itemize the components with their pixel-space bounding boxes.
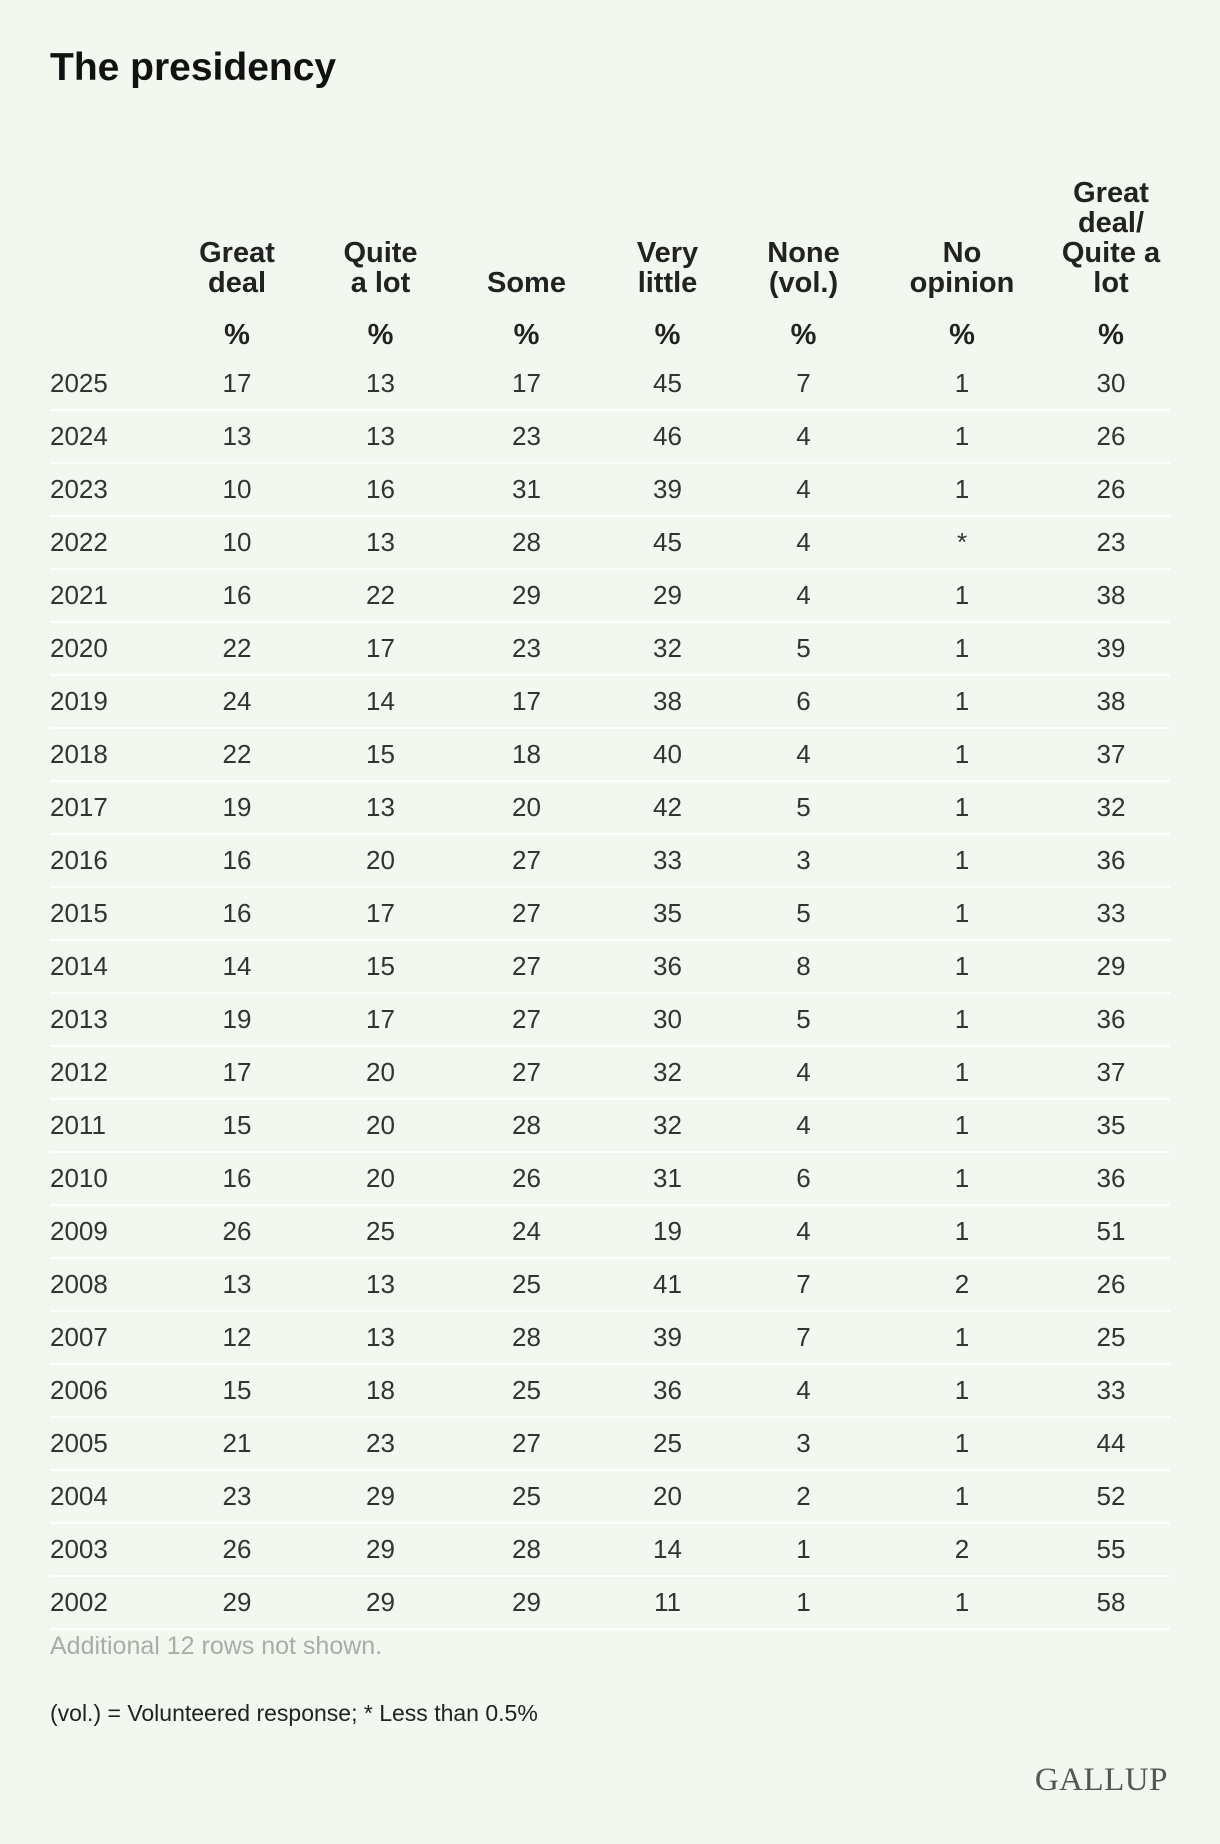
cell-great-deal: 16	[166, 887, 308, 940]
cell-none-vol: 5	[735, 622, 872, 675]
cell-some: 25	[453, 1470, 600, 1523]
table-row	[50, 1046, 1170, 1099]
cell-quite-a-lot: 29	[308, 1470, 453, 1523]
cell-great-deal-quite-a-lot: 52	[1052, 1470, 1170, 1523]
cell-none-vol: 4	[735, 569, 872, 622]
cell-no-opinion: 1	[872, 410, 1052, 463]
cell-no-opinion: 1	[872, 675, 1052, 728]
cell-great-deal: 13	[166, 1258, 308, 1311]
cell-none-vol: 4	[735, 1364, 872, 1417]
cell-quite-a-lot: 17	[308, 993, 453, 1046]
cell-none-vol: 8	[735, 940, 872, 993]
cell-great-deal: 19	[166, 993, 308, 1046]
cell-very-little: 45	[600, 358, 735, 410]
cell-great-deal: 16	[166, 569, 308, 622]
cell-very-little: 41	[600, 1258, 735, 1311]
cell-no-opinion: 1	[872, 1311, 1052, 1364]
cell-no-opinion: 1	[872, 993, 1052, 1046]
cell-some: 26	[453, 1152, 600, 1205]
table-row	[50, 1576, 1170, 1629]
cell-great-deal-quite-a-lot: 38	[1052, 675, 1170, 728]
cell-great-deal: 17	[166, 358, 308, 410]
cell-very-little: 36	[600, 1364, 735, 1417]
cell-no-opinion: 1	[872, 1205, 1052, 1258]
cell-great-deal-quite-a-lot: 37	[1052, 1046, 1170, 1099]
cell-none-vol: 3	[735, 1417, 872, 1470]
cell-none-vol: 1	[735, 1523, 872, 1576]
unit-cell: %	[513, 319, 540, 351]
cell-great-deal-quite-a-lot: 33	[1052, 1364, 1170, 1417]
cell-quite-a-lot: 17	[308, 622, 453, 675]
cell-very-little: 32	[600, 1046, 735, 1099]
cell-great-deal: 26	[166, 1523, 308, 1576]
cell-great-deal-quite-a-lot: 36	[1052, 834, 1170, 887]
cell-great-deal-quite-a-lot: 36	[1052, 1152, 1170, 1205]
cell-very-little: 46	[600, 410, 735, 463]
cell-year: 2008	[50, 1258, 166, 1311]
cell-year: 2007	[50, 1311, 166, 1364]
header-very-little: Very little	[636, 237, 699, 299]
table-row	[50, 728, 1170, 781]
cell-great-deal: 23	[166, 1470, 308, 1523]
cell-none-vol: 6	[735, 1152, 872, 1205]
cell-great-deal: 19	[166, 781, 308, 834]
cell-quite-a-lot: 20	[308, 1046, 453, 1099]
unit-cell: %	[790, 319, 817, 351]
table-row	[50, 1205, 1170, 1258]
header-quite-a-lot: Quite a lot	[343, 237, 418, 299]
cell-some: 27	[453, 1417, 600, 1470]
cell-no-opinion: 1	[872, 834, 1052, 887]
cell-great-deal: 16	[166, 834, 308, 887]
cell-some: 17	[453, 675, 600, 728]
cell-some: 17	[453, 358, 600, 410]
cell-no-opinion: 1	[872, 1364, 1052, 1417]
cell-some: 25	[453, 1364, 600, 1417]
cell-no-opinion: 1	[872, 1046, 1052, 1099]
cell-great-deal-quite-a-lot: 25	[1052, 1311, 1170, 1364]
cell-quite-a-lot: 25	[308, 1205, 453, 1258]
cell-great-deal: 26	[166, 1205, 308, 1258]
cell-year: 2014	[50, 940, 166, 993]
cell-quite-a-lot: 23	[308, 1417, 453, 1470]
cell-quite-a-lot: 13	[308, 410, 453, 463]
cell-year: 2010	[50, 1152, 166, 1205]
table-row	[50, 993, 1170, 1046]
table-row	[50, 1523, 1170, 1576]
cell-no-opinion: 1	[872, 1099, 1052, 1152]
cell-some: 23	[453, 410, 600, 463]
cell-some: 29	[453, 1576, 600, 1629]
cell-year: 2005	[50, 1417, 166, 1470]
cell-year: 2022	[50, 516, 166, 569]
cell-great-deal-quite-a-lot: 55	[1052, 1523, 1170, 1576]
cell-some: 18	[453, 728, 600, 781]
cell-great-deal-quite-a-lot: 30	[1052, 358, 1170, 410]
cell-none-vol: 5	[735, 781, 872, 834]
cell-quite-a-lot: 13	[308, 781, 453, 834]
cell-year: 2011	[50, 1099, 166, 1152]
cell-quite-a-lot: 22	[308, 569, 453, 622]
cell-some: 31	[453, 463, 600, 516]
cell-great-deal-quite-a-lot: 38	[1052, 569, 1170, 622]
header-row	[50, 162, 1170, 312]
table-row	[50, 781, 1170, 834]
table-row	[50, 463, 1170, 516]
page-title: The presidency	[50, 46, 337, 89]
cell-none-vol: 6	[735, 675, 872, 728]
cell-quite-a-lot: 20	[308, 834, 453, 887]
cell-no-opinion: 1	[872, 728, 1052, 781]
cell-very-little: 45	[600, 516, 735, 569]
cell-no-opinion: 2	[872, 1523, 1052, 1576]
cell-very-little: 33	[600, 834, 735, 887]
cell-year: 2017	[50, 781, 166, 834]
cell-quite-a-lot: 29	[308, 1523, 453, 1576]
cell-great-deal: 29	[166, 1576, 308, 1629]
unit-cell	[50, 312, 166, 358]
cell-very-little: 36	[600, 940, 735, 993]
table-row	[50, 1470, 1170, 1523]
cell-very-little: 14	[600, 1523, 735, 1576]
cell-some: 28	[453, 1099, 600, 1152]
cell-very-little: 32	[600, 1099, 735, 1152]
cell-no-opinion: 1	[872, 887, 1052, 940]
cell-quite-a-lot: 18	[308, 1364, 453, 1417]
cell-great-deal-quite-a-lot: 37	[1052, 728, 1170, 781]
gallup-logo: GALLUP	[1034, 1762, 1168, 1798]
cell-some: 25	[453, 1258, 600, 1311]
header-some: Some	[487, 267, 566, 299]
cell-quite-a-lot: 13	[308, 1311, 453, 1364]
cell-great-deal-quite-a-lot: 32	[1052, 781, 1170, 834]
cell-none-vol: 7	[735, 1258, 872, 1311]
cell-very-little: 39	[600, 1311, 735, 1364]
cell-quite-a-lot: 14	[308, 675, 453, 728]
more-rows-note: Additional 12 rows not shown.	[50, 1632, 383, 1660]
cell-very-little: 20	[600, 1470, 735, 1523]
cell-none-vol: 4	[735, 516, 872, 569]
cell-year: 2015	[50, 887, 166, 940]
header-year	[50, 162, 166, 312]
cell-great-deal: 14	[166, 940, 308, 993]
cell-year: 2020	[50, 622, 166, 675]
cell-no-opinion: 1	[872, 1470, 1052, 1523]
cell-year: 2002	[50, 1576, 166, 1629]
header-no-opinion: No opinion	[909, 237, 1015, 299]
cell-great-deal: 10	[166, 463, 308, 516]
cell-quite-a-lot: 20	[308, 1099, 453, 1152]
cell-quite-a-lot: 29	[308, 1576, 453, 1629]
cell-quite-a-lot: 15	[308, 940, 453, 993]
cell-some: 27	[453, 887, 600, 940]
cell-some: 27	[453, 1046, 600, 1099]
unit-cell: %	[224, 319, 250, 351]
cell-very-little: 42	[600, 781, 735, 834]
unit-cell: %	[367, 319, 394, 351]
cell-very-little: 32	[600, 622, 735, 675]
cell-great-deal-quite-a-lot: 26	[1052, 1258, 1170, 1311]
cell-great-deal: 16	[166, 1152, 308, 1205]
cell-great-deal: 24	[166, 675, 308, 728]
table-row	[50, 1152, 1170, 1205]
cell-quite-a-lot: 17	[308, 887, 453, 940]
cell-great-deal: 12	[166, 1311, 308, 1364]
cell-great-deal-quite-a-lot: 58	[1052, 1576, 1170, 1629]
cell-year: 2016	[50, 834, 166, 887]
cell-year: 2018	[50, 728, 166, 781]
cell-very-little: 19	[600, 1205, 735, 1258]
cell-great-deal: 13	[166, 410, 308, 463]
cell-no-opinion: 1	[872, 781, 1052, 834]
cell-none-vol: 3	[735, 834, 872, 887]
cell-great-deal-quite-a-lot: 35	[1052, 1099, 1170, 1152]
cell-great-deal-quite-a-lot: 36	[1052, 993, 1170, 1046]
cell-some: 24	[453, 1205, 600, 1258]
cell-very-little: 25	[600, 1417, 735, 1470]
table-row	[50, 887, 1170, 940]
cell-no-opinion: 1	[872, 569, 1052, 622]
cell-none-vol: 7	[735, 1311, 872, 1364]
table-row	[50, 1417, 1170, 1470]
footnote: (vol.) = Volunteered response; * Less than 0.5%	[50, 1700, 538, 1726]
cell-year: 2006	[50, 1364, 166, 1417]
cell-quite-a-lot: 20	[308, 1152, 453, 1205]
cell-none-vol: 4	[735, 1099, 872, 1152]
cell-some: 27	[453, 834, 600, 887]
cell-year: 2019	[50, 675, 166, 728]
cell-great-deal-quite-a-lot: 26	[1052, 463, 1170, 516]
cell-none-vol: 4	[735, 1205, 872, 1258]
cell-none-vol: 4	[735, 1046, 872, 1099]
cell-quite-a-lot: 13	[308, 1258, 453, 1311]
cell-some: 27	[453, 993, 600, 1046]
cell-no-opinion: 1	[872, 1152, 1052, 1205]
cell-no-opinion: 1	[872, 463, 1052, 516]
cell-very-little: 38	[600, 675, 735, 728]
table-row	[50, 1258, 1170, 1311]
cell-great-deal-quite-a-lot: 29	[1052, 940, 1170, 993]
cell-no-opinion: 1	[872, 1417, 1052, 1470]
cell-great-deal-quite-a-lot: 23	[1052, 516, 1170, 569]
cell-some: 27	[453, 940, 600, 993]
cell-year: 2012	[50, 1046, 166, 1099]
unit-cell: %	[1098, 319, 1124, 351]
cell-none-vol: 2	[735, 1470, 872, 1523]
cell-quite-a-lot: 13	[308, 516, 453, 569]
cell-great-deal-quite-a-lot: 51	[1052, 1205, 1170, 1258]
cell-none-vol: 5	[735, 887, 872, 940]
unit-cell: %	[654, 319, 681, 351]
table-row	[50, 1311, 1170, 1364]
cell-year: 2003	[50, 1523, 166, 1576]
header-great-deal-quite-a-lot: Great deal/ Quite a lot	[1061, 177, 1161, 299]
table-row	[50, 1364, 1170, 1417]
cell-quite-a-lot: 16	[308, 463, 453, 516]
cell-great-deal: 21	[166, 1417, 308, 1470]
cell-some: 23	[453, 622, 600, 675]
cell-year: 2009	[50, 1205, 166, 1258]
cell-very-little: 40	[600, 728, 735, 781]
cell-no-opinion: 1	[872, 622, 1052, 675]
cell-great-deal-quite-a-lot: 26	[1052, 410, 1170, 463]
cell-very-little: 39	[600, 463, 735, 516]
cell-year: 2004	[50, 1470, 166, 1523]
cell-great-deal: 15	[166, 1099, 308, 1152]
table-row	[50, 358, 1170, 410]
cell-great-deal: 22	[166, 728, 308, 781]
unit-row	[50, 312, 1170, 358]
cell-no-opinion: 1	[872, 358, 1052, 410]
cell-none-vol: 7	[735, 358, 872, 410]
cell-no-opinion: 1	[872, 940, 1052, 993]
unit-cell: %	[949, 319, 975, 351]
cell-very-little: 35	[600, 887, 735, 940]
cell-none-vol: 4	[735, 463, 872, 516]
cell-some: 29	[453, 569, 600, 622]
cell-some: 28	[453, 1311, 600, 1364]
cell-very-little: 11	[600, 1576, 735, 1629]
cell-year: 2023	[50, 463, 166, 516]
cell-very-little: 30	[600, 993, 735, 1046]
cell-great-deal: 22	[166, 622, 308, 675]
table-body	[50, 358, 1170, 1629]
cell-year: 2024	[50, 410, 166, 463]
table-row	[50, 569, 1170, 622]
cell-some: 28	[453, 1523, 600, 1576]
table-row	[50, 1099, 1170, 1152]
cell-none-vol: 5	[735, 993, 872, 1046]
table-row	[50, 940, 1170, 993]
cell-great-deal: 10	[166, 516, 308, 569]
table-row	[50, 834, 1170, 887]
cell-some: 28	[453, 516, 600, 569]
header-great-deal: Great deal	[199, 237, 275, 299]
cell-very-little: 31	[600, 1152, 735, 1205]
cell-no-opinion: 1	[872, 1576, 1052, 1629]
header-none-vol: None (vol.)	[767, 237, 840, 299]
table-row	[50, 410, 1170, 463]
cell-quite-a-lot: 15	[308, 728, 453, 781]
cell-year: 2013	[50, 993, 166, 1046]
cell-great-deal-quite-a-lot: 33	[1052, 887, 1170, 940]
cell-great-deal: 15	[166, 1364, 308, 1417]
cell-none-vol: 4	[735, 410, 872, 463]
cell-some: 20	[453, 781, 600, 834]
cell-no-opinion: 2	[872, 1258, 1052, 1311]
cell-great-deal-quite-a-lot: 39	[1052, 622, 1170, 675]
cell-no-opinion: *	[872, 516, 1052, 569]
cell-great-deal: 17	[166, 1046, 308, 1099]
cell-none-vol: 1	[735, 1576, 872, 1629]
cell-year: 2025	[50, 358, 166, 410]
cell-none-vol: 4	[735, 728, 872, 781]
table-row	[50, 622, 1170, 675]
data-table	[50, 162, 1170, 1630]
cell-very-little: 29	[600, 569, 735, 622]
cell-quite-a-lot: 13	[308, 358, 453, 410]
table-row	[50, 675, 1170, 728]
cell-great-deal-quite-a-lot: 44	[1052, 1417, 1170, 1470]
table-row	[50, 516, 1170, 569]
cell-year: 2021	[50, 569, 166, 622]
